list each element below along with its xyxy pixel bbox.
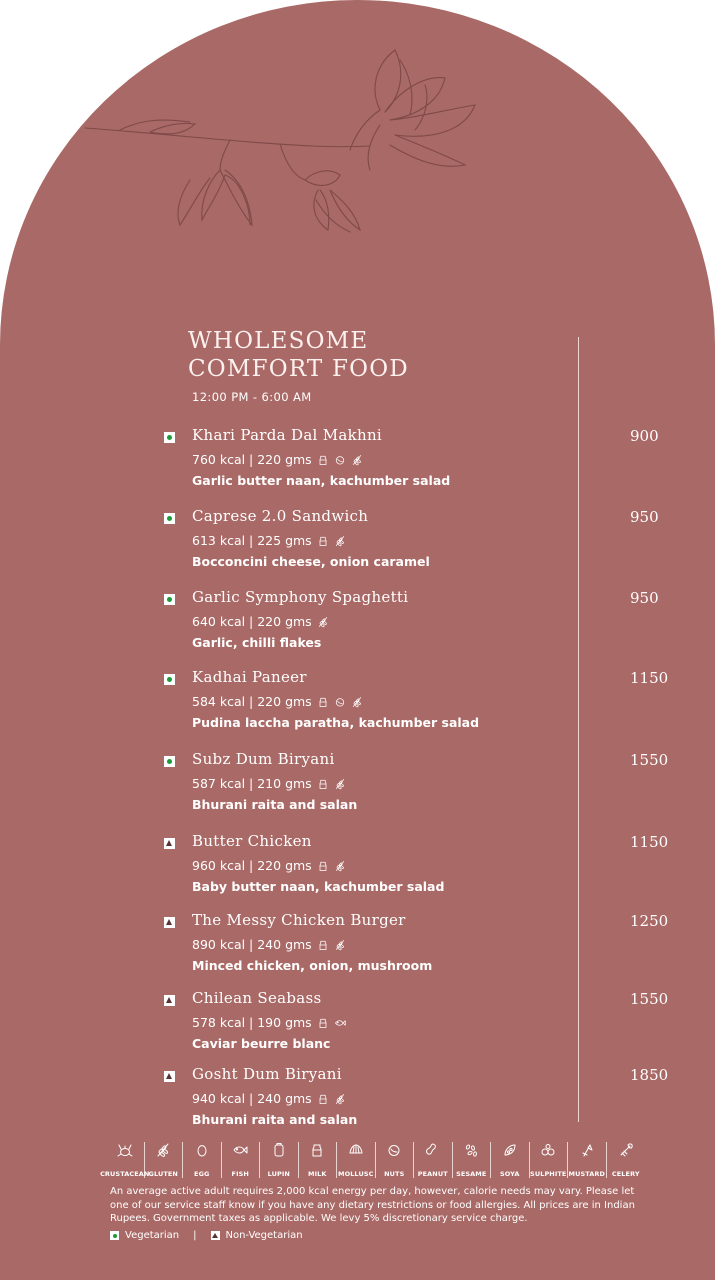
allergen-nuts: [376, 1142, 415, 1178]
item-name: Garlic Symphony Spaghetti: [192, 588, 409, 606]
allergen-milk: [299, 1142, 338, 1178]
allergen-legend: [100, 1142, 645, 1178]
item-name: Khari Parda Dal Makhni: [192, 426, 383, 444]
allergen-label: SESAME: [456, 1170, 487, 1178]
mollusc-icon: [348, 1142, 364, 1160]
soya-icon: [502, 1142, 518, 1160]
nonveg-mark-icon: [164, 995, 175, 1006]
veg-mark-icon: [110, 1231, 119, 1240]
milk-icon: [317, 860, 329, 872]
allergen-gluten: [145, 1142, 184, 1178]
item-nutrition: [192, 614, 329, 629]
allergen-label: SOYA: [500, 1170, 520, 1178]
item-kcal-weight: 890 kcal | 240 gms: [192, 937, 312, 952]
gluten-icon: [334, 778, 346, 790]
allergen-sesame: [453, 1142, 492, 1178]
veg-mark-icon: [164, 432, 175, 443]
nonveg-label: Non-Vegetarian: [225, 1230, 303, 1241]
item-name: Kadhai Paneer: [192, 668, 307, 686]
allergen-label: EGG: [194, 1170, 210, 1178]
gluten-icon: [334, 939, 346, 951]
allergen-label: GLUTEN: [148, 1170, 178, 1178]
allergen-fish: [222, 1142, 261, 1178]
allergen-label: FISH: [231, 1170, 249, 1178]
allergen-label: PEANUT: [417, 1170, 448, 1178]
nonveg-mark-icon: [164, 917, 175, 928]
allergen-label: SULPHITE: [530, 1170, 567, 1178]
fish-icon: [232, 1142, 248, 1160]
item-kcal-weight: 613 kcal | 225 gms: [192, 533, 312, 548]
nonveg-mark-icon: [164, 1071, 175, 1082]
gluten-icon: [155, 1142, 171, 1160]
item-nutrition: [192, 694, 363, 709]
allergen-mollusc: [337, 1142, 376, 1178]
lupin-icon: [271, 1142, 287, 1160]
gluten-icon: [351, 696, 363, 708]
item-price: 1550: [630, 751, 669, 769]
item-nutrition: [192, 1015, 346, 1030]
menu-item: [164, 426, 684, 494]
item-description: Minced chicken, onion, mushroom: [192, 958, 433, 973]
menu-item: [164, 832, 684, 900]
item-nutrition: [192, 776, 346, 791]
item-kcal-weight: 960 kcal | 220 gms: [192, 858, 312, 873]
item-description: Bocconcini cheese, onion caramel: [192, 554, 430, 569]
section-title-line2: COMFORT FOOD: [188, 356, 409, 382]
item-nutrition: [192, 533, 346, 548]
allergen-peanut: [414, 1142, 453, 1178]
milk-icon: [317, 535, 329, 547]
diet-legend: [110, 1230, 303, 1241]
sesame-icon: [463, 1142, 479, 1160]
item-name: The Messy Chicken Burger: [192, 911, 406, 929]
item-description: Bhurani raita and salan: [192, 797, 358, 812]
peanut-icon: [425, 1142, 441, 1160]
menu-item: [164, 1065, 684, 1133]
item-description: Garlic butter naan, kachumber salad: [192, 473, 451, 488]
item-description: Bhurani raita and salan: [192, 1112, 358, 1127]
item-price: 1150: [630, 669, 669, 687]
milk-icon: [317, 778, 329, 790]
menu-item: [164, 911, 684, 979]
item-name: Butter Chicken: [192, 832, 312, 850]
item-price: 1550: [630, 990, 669, 1008]
fish-icon: [334, 1017, 346, 1029]
celery-icon: [618, 1142, 634, 1160]
item-kcal-weight: 584 kcal | 220 gms: [192, 694, 312, 709]
item-nutrition: [192, 937, 346, 952]
allergen-egg: [183, 1142, 222, 1178]
allergen-label: LUPIN: [267, 1170, 290, 1178]
allergen-label: MUSTARD: [568, 1170, 605, 1178]
nuts-icon: [334, 454, 346, 466]
veg-mark-icon: [164, 513, 175, 524]
item-nutrition: [192, 858, 346, 873]
mustard-icon: [579, 1142, 595, 1160]
milk-icon: [317, 454, 329, 466]
menu-item: [164, 989, 684, 1057]
section-title-line1: WHOLESOME: [188, 328, 369, 354]
allergen-label: CRUSTACEAN: [100, 1170, 150, 1178]
allergen-lupin: [260, 1142, 299, 1178]
item-nutrition: [192, 1091, 346, 1106]
allergen-celery: [607, 1142, 646, 1178]
item-price: 950: [630, 589, 659, 607]
nuts-icon: [334, 696, 346, 708]
gluten-icon: [351, 454, 363, 466]
item-name: Caprese 2.0 Sandwich: [192, 507, 369, 525]
item-price: 900: [630, 427, 659, 445]
item-kcal-weight: 578 kcal | 190 gms: [192, 1015, 312, 1030]
veg-label: Vegetarian: [125, 1230, 180, 1241]
item-kcal-weight: 640 kcal | 220 gms: [192, 614, 312, 629]
gluten-icon: [334, 535, 346, 547]
gluten-icon: [334, 1093, 346, 1105]
item-price: 1250: [630, 912, 669, 930]
milk-icon: [317, 939, 329, 951]
menu-item: [164, 588, 684, 656]
allergen-label: MOLLUSC: [338, 1170, 374, 1178]
serving-hours: 12:00 PM - 6:00 AM: [192, 390, 312, 404]
item-description: Caviar beurre blanc: [192, 1036, 331, 1051]
allergen-crustacean: [100, 1142, 150, 1178]
nonveg-mark-icon: [164, 838, 175, 849]
item-nutrition: [192, 452, 363, 467]
item-kcal-weight: 760 kcal | 220 gms: [192, 452, 312, 467]
legend-separator: |: [193, 1230, 197, 1241]
milk-icon: [317, 1017, 329, 1029]
milk-icon: [317, 1093, 329, 1105]
magnolia-branch-illustration: [80, 40, 500, 270]
allergen-label: MILK: [308, 1170, 327, 1178]
milk-icon: [309, 1142, 325, 1160]
item-price: 1150: [630, 833, 669, 851]
crustacean-icon: [117, 1142, 133, 1160]
nuts-icon: [386, 1142, 402, 1160]
allergen-label: CELERY: [611, 1170, 640, 1178]
item-description: Garlic, chilli flakes: [192, 635, 322, 650]
veg-mark-icon: [164, 594, 175, 605]
veg-mark-icon: [164, 756, 175, 767]
veg-mark-icon: [164, 674, 175, 685]
gluten-icon: [317, 616, 329, 628]
sulphite-icon: [540, 1142, 556, 1160]
calorie-disclaimer: An average active adult requires 2,000 kcal energy per day, however, calorie needs may vary. Please let one of our service staff know if you have any dietary restrictions or food allergies. All prices are in Indian Rupees. Government taxes as applicable. We levy 5% discretionary service charge.: [110, 1186, 635, 1224]
milk-icon: [317, 696, 329, 708]
item-kcal-weight: 940 kcal | 240 gms: [192, 1091, 312, 1106]
menu-item: [164, 668, 684, 736]
egg-icon: [194, 1142, 210, 1160]
item-name: Chilean Seabass: [192, 989, 322, 1007]
item-description: Pudina laccha paratha, kachumber salad: [192, 715, 480, 730]
gluten-icon: [334, 860, 346, 872]
item-price: 1850: [630, 1066, 669, 1084]
allergen-soya: [491, 1142, 530, 1178]
menu-item: [164, 507, 684, 575]
item-price: 950: [630, 508, 659, 526]
item-description: Baby butter naan, kachumber salad: [192, 879, 445, 894]
allergen-label: NUTS: [384, 1170, 405, 1178]
item-name: Gosht Dum Biryani: [192, 1065, 342, 1083]
menu-item: [164, 750, 684, 818]
nonveg-mark-icon: [211, 1231, 220, 1240]
allergen-mustard: [568, 1142, 607, 1178]
allergen-sulphite: [530, 1142, 569, 1178]
item-name: Subz Dum Biryani: [192, 750, 335, 768]
item-kcal-weight: 587 kcal | 210 gms: [192, 776, 312, 791]
